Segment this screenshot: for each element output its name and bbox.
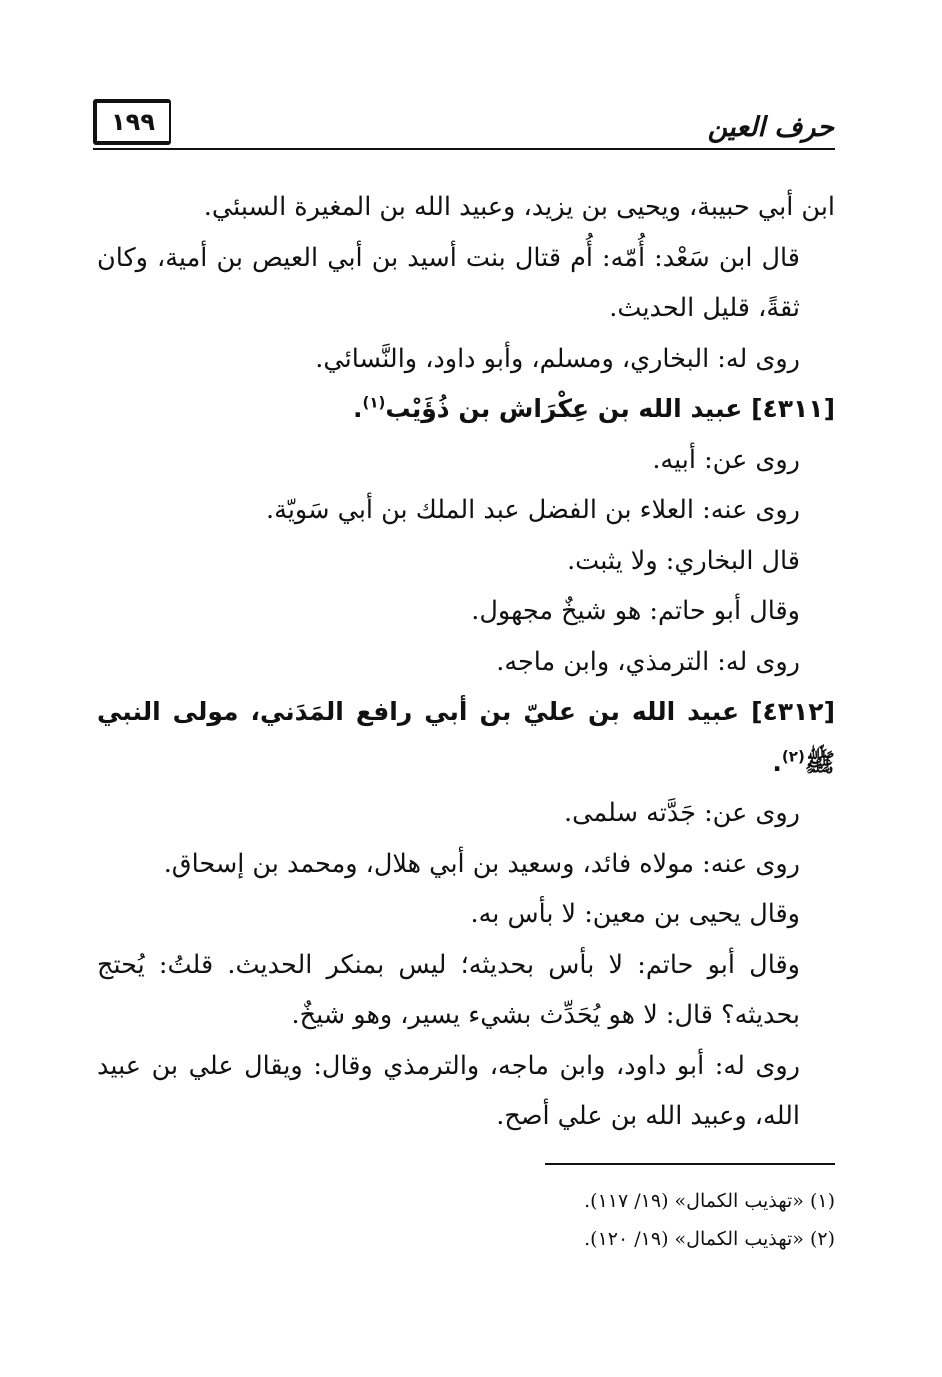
footnote-ref-2: (٢) <box>781 747 805 766</box>
text-line: روى عنه: مولاه فائد، وسعيد بن أبي هلال، ومحمد بن إسحاق. <box>163 848 800 879</box>
footnotes <box>400 1182 835 1258</box>
text-line: روى عنه: العلاء بن الفضل عبد الملك بن أبي سَويّة. <box>266 495 800 525</box>
header-divider <box>93 148 835 150</box>
entry-heading-4311: [٤٣١١] عبيد الله بن عِكْرَاش بن ذُؤَيْب$^{(١)}$. <box>353 393 835 423</box>
text-line: ابن أبي حبيبة، ويحيى بن يزيد، وعبيد الله بن المغيرة السبئي. <box>203 192 835 222</box>
footnote-1: (١) «تهذيب الكمال» (١٩/ ١١٧). <box>584 1190 835 1212</box>
footnote-ref-1: (١) <box>362 393 386 412</box>
text-line: وقال أبو حاتم: هو شيخٌ مجهول. <box>471 596 800 626</box>
footnote-2: (٢) «تهذيب الكمال» (١٩/ ١٢٠). <box>584 1228 835 1250</box>
text-line: روى له: البخاري، ومسلم، وأبو داود، والنَّسائي. <box>315 343 800 374</box>
entry-heading-text: [٤٣١٢] عبيد الله بن عليّ بن أبي رافع المَدَني، مولى النبي ﷺ <box>97 697 835 777</box>
main-text <box>97 182 835 1142</box>
entry-heading-text: [٤٣١١] عبيد الله بن عِكْرَاش بن ذُؤَيْب <box>385 394 835 423</box>
footnote-divider <box>545 1163 835 1165</box>
entry-heading-4312: [٤٣١٢] عبيد الله بن عليّ بن أبي رافع المَدَني، مولى النبي ﷺ$^{(٢)}$. <box>97 697 835 777</box>
text-line: قال ابن سَعْد: أُمّه: أُم قتال بنت أسيد بن أبي العيص بن أمية، وكان ثقةً، قليل الحديث. <box>97 242 800 323</box>
text-line: روى عن: أبيه. <box>652 444 800 475</box>
text-line: روى له: أبو داود، وابن ماجه، والترمذي وقال: ويقال علي بن عبيد الله، وعبيد الله بن علي أصح. <box>97 1050 800 1131</box>
text-line: قال البخاري: ولا يثبت. <box>567 545 800 576</box>
text-line: روى عن: جَدَّته سلمى. <box>564 798 800 828</box>
page-number-text: ١٩٩ <box>111 108 155 136</box>
page-number <box>93 99 171 145</box>
chapter-title: حرف العين <box>707 112 834 143</box>
text-line: وقال أبو حاتم: لا بأس بحديثه؛ ليس بمنكر الحديث. قلتُ: يُحتج بحديثه؟ قال: لا هو يُحَدِّث بشيء يسير، وهو شيخٌ. <box>97 949 800 1030</box>
text-line: روى له: الترمذي، وابن ماجه. <box>496 646 800 677</box>
text-line: وقال يحيى بن معين: لا بأس به. <box>470 899 800 929</box>
